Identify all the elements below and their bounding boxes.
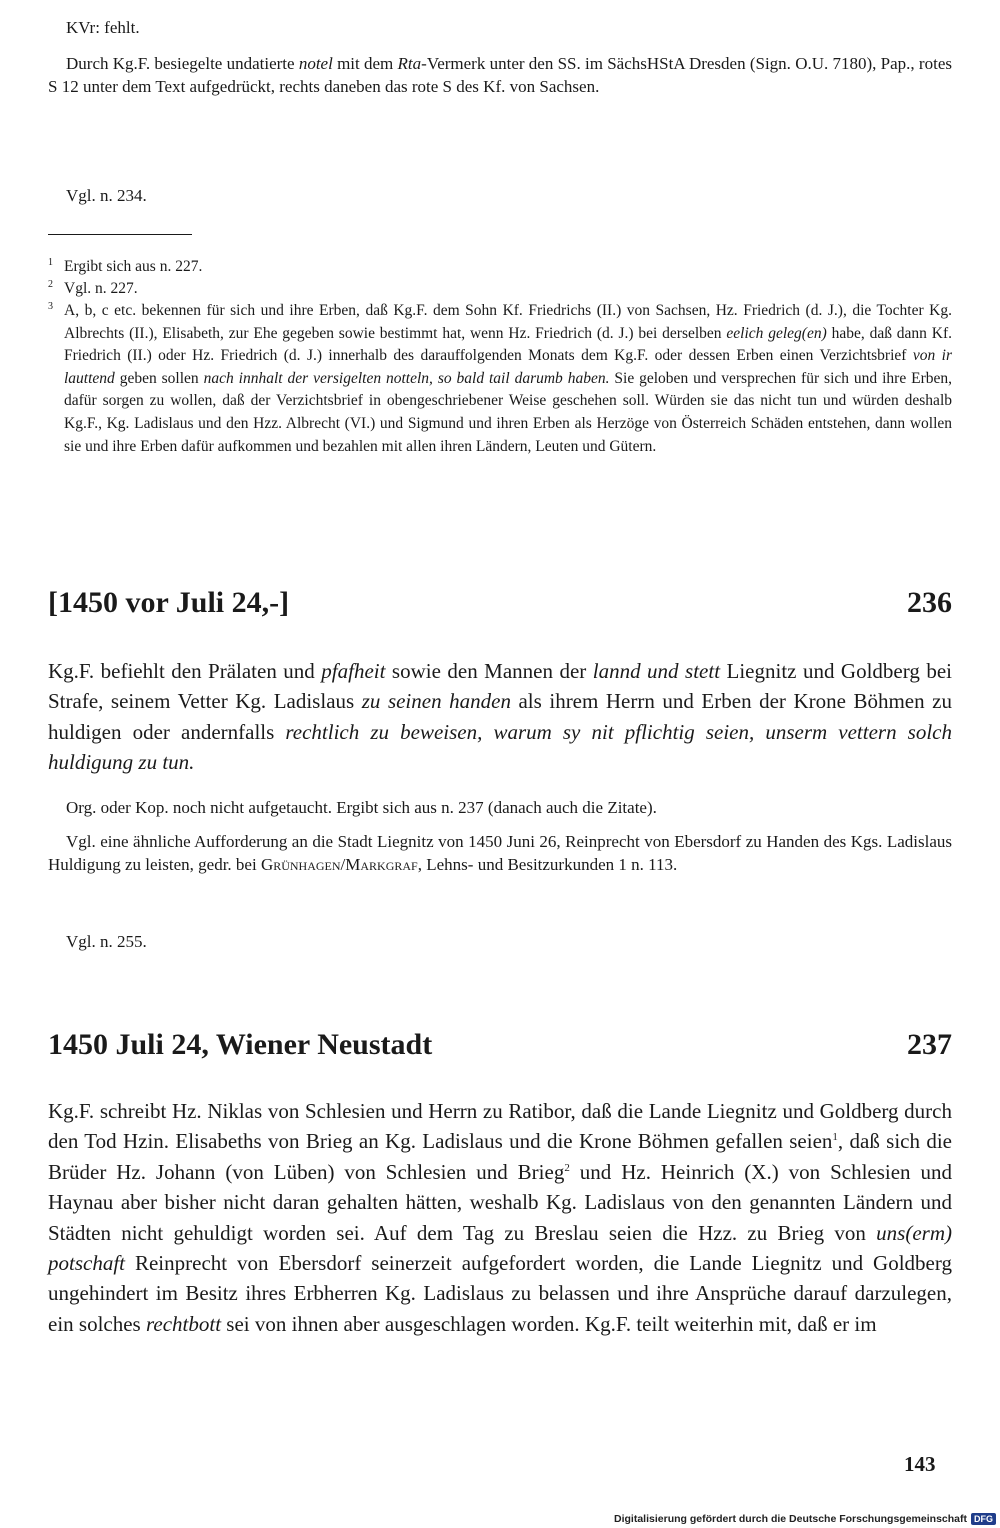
entry-number: 237: [907, 1028, 952, 1061]
entry-date: [1450 vor Juli 24,-]: [48, 586, 290, 619]
footnote-rule: [48, 234, 192, 235]
footnote-3: 3 A, b, c etc. bekennen für sich und ihre Erben, daß Kg.F. dem Sohn Kf. Friedrichs (II.) von Sachsen, Hz. Friedrich (d. J.), die Tochter Kg. Albrechts (II.), Elisabeth, zur Ehe gegeben sowie bestimmt hat, wenn Hz. Friedrich (d. J.) bei derselben eelich geleg(en) habe, daß dann Kf. Friedrich (II.) oder Hz. Friedrich (d. J.) innerhalb des darauffolgenden Monats dem Kg.F. oder dessen Erben einen Verzichtsbrief von ir lauttend geben sollen nach innhalt der versigelten notteln, so bald tail darumb haben. Sie geloben und versprechen für sich und ihre Erben, dafür sorgen zu wollen, daß der Verzichtsbrief in obengeschriebener Weise geschehen soll. Würden sie das nicht tun und würden deshalb Kg.F., Kg. Ladislaus und den Hzz. Albrecht (VI.) und Sigmund und ihren Erben als Herzöge von Österreich Schäden entstehen, dann wollen sie und ihre Erben dafür aufkommen und bezahlen mit allen ihren Ländern, Leuten und Gütern.: [48, 301, 953, 455]
entry-236-regest: Kg.F. befiehlt den Prälaten und pfafheit sowie den Mannen der lannd und stett Liegnitz und Goldberg bei Strafe, seinem Vetter Kg. Ladislaus zu seinen handen als ihrem Herrn und Erben der Krone Böhmen zu huldigen oder andernfalls rechtlich zu beweisen, warum sy nit pflichtig seien, unserm vettern solch huldigung zu tun.: [48, 659, 952, 775]
entry-number: 236: [907, 586, 952, 619]
credit-text: Digitalisierung gefördert durch die Deutsche Forschungsgemeinschaft: [614, 1513, 967, 1525]
footnote-2: 2 Vgl. n. 227.: [48, 279, 138, 297]
original-description: Durch Kg.F. besiegelte undatierte notel mit dem Rta-Vermerk unter den SS. im SächsHStA Dresden (Sign. O.U. 7180), Pap., rotes S 12 unter dem Text aufgedrückt, rechts daneben das rote S des Kf. von Sachsen.: [48, 54, 952, 97]
footnote-1: 1 Ergibt sich aus n. 227.: [48, 257, 203, 275]
page-number: 143: [904, 1452, 936, 1476]
entry-236-vgl: Vgl. n. 255.: [66, 932, 147, 951]
entry-236-source-note: Org. oder Kop. noch nicht aufgetaucht. Ergibt sich aus n. 237 (danach auch die Zitate).: [66, 798, 657, 817]
entry-236-cross-reference: Vgl. eine ähnliche Aufforderung an die Stadt Liegnitz von 1450 Juni 26, Reinprecht von Ebersdorf zu Handen des Kgs. Ladislaus Huldigung zu leisten, gedr. bei Grünhagen/Markgraf, Lehns- und Besitzurkunden 1 n. 113.: [48, 832, 952, 875]
entry-237-heading: [48, 1028, 952, 1062]
cross-reference: Vgl. n. 234.: [66, 186, 147, 205]
entry-date-place: 1450 Juli 24, Wiener Neustadt: [48, 1028, 433, 1061]
dfg-logo-icon: DFG: [971, 1513, 996, 1525]
entry-236-heading: [48, 586, 952, 620]
kvr-note: KVr: fehlt.: [66, 18, 140, 37]
funding-credit: [614, 1513, 996, 1525]
entry-237-regest: Kg.F. schreibt Hz. Niklas von Schlesien und Herrn zu Ratibor, daß die Lande Liegnitz und Goldberg durch den Tod Hzin. Elisabeths von Brieg an Kg. Ladislaus und die Krone Böhmen gefallen seien$^1$, daß sich die Brüder Hz. Johann (von Lüben) von Schlesien und Brieg$^2$ und Hz. Heinrich (X.) von Schlesien und Haynau aber bisher nicht daran gehalten hätten, weshalb Kg. Ladislaus von den genannten Ländern und Städten nicht gehuldigt worden sei. Auf dem Tag zu Breslau seien die Hzz. zu Brieg von uns(erm) potschaft Reinprecht von Ebersdorf seinerzeit aufgefordert worden, die Lande Liegnitz und Goldberg ungehindert im Besitz ihres Erbherren Kg. Ladislaus zu belassen und ihre Ansprüche darauf darzulegen, ein solches rechtbott sei von ihnen aber ausgeschlagen worden. Kg.F. teilt weiterhin mit, daß er im: [48, 1099, 952, 1336]
